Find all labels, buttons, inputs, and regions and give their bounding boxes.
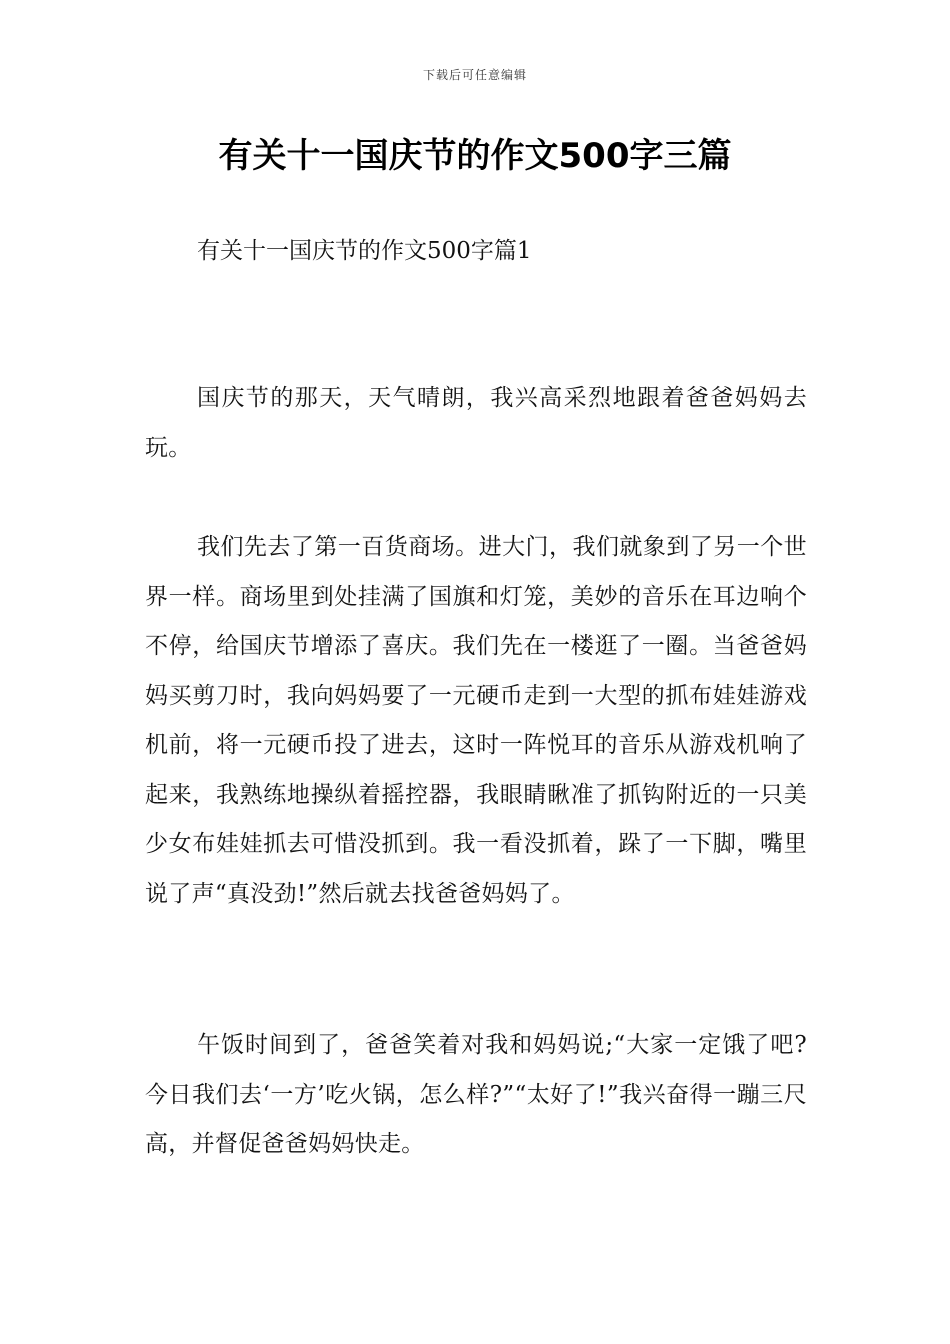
paragraph: 我们先去了第一百货商场。进大门，我们就象到了另一个世界一样。商场里到处挂满了国旗和灯笼，美妙的音乐在耳边响个不停，给国庆节增添了喜庆。我们先在一楼逛了一圈。当爸爸妈妈买剪刀时，我向妈妈要了一元硬币走到一大型的抓布娃娃游戏机前，将一元硬币投了进去，这时一阵悦耳的音乐从游戏机响了起来，我熟练地操纵着摇控器，我眼睛瞅准了抓钩附近的一只美少女布娃娃抓去可惜没抓到。我一看没抓着，跺了一下脚，嘴里说了声“真没劲!”然后就去找爸爸妈妈了。 — [145, 534, 807, 907]
header-note: 下载后可任意编辑 — [422, 68, 527, 82]
document-title: 有关十一国庆节的作文500字三篇 — [218, 136, 732, 176]
paragraph: 国庆节的那天，天气晴朗，我兴高采烈地跟着爸爸妈妈去玩。 — [145, 385, 807, 461]
section-heading: 有关十一国庆节的作文500字篇1 — [197, 238, 532, 264]
paragraph: 午饭时间到了，爸爸笑着对我和妈妈说;“大家一定饿了吧?今日我们去‘一方’吃火锅，怎么样?”“太好了!”我兴奋得一蹦三尺高，并督促爸爸妈妈快走。 — [145, 1032, 807, 1157]
